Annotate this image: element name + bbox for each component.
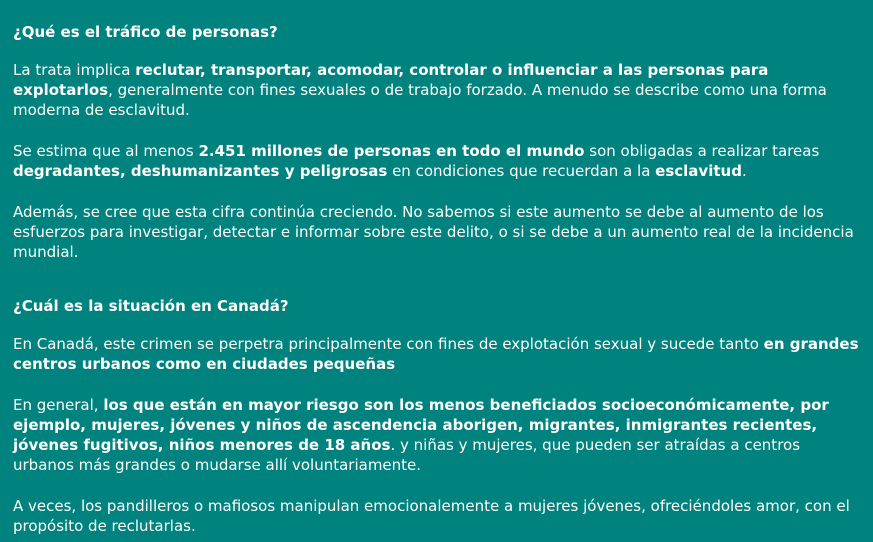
text-segment: . y niñas y mujeres, que pueden ser atraídas a centros urbanos más grandes o mudarse allí voluntariamente. — [13, 436, 801, 474]
text-segment: En general, — [13, 396, 104, 414]
bold-segment: en grandes centros urbanos como en ciudades pequeñas — [13, 335, 859, 373]
text-segment: Se estima que al menos — [13, 142, 199, 160]
text-segment: , generalmente con fines sexuales o de trabajo forzado. A menudo se describe como una forma moderna de esclavitud. — [13, 81, 827, 119]
text-segment: En Canadá, este crimen se perpetra principalmente con fines de explotación sexual y sucede tanto — [13, 335, 764, 353]
text-segment: son obligadas a realizar tareas — [584, 142, 820, 160]
bold-segment: 2.451 millones de personas en todo el mundo — [198, 142, 585, 160]
paragraph-definition — [13, 60, 861, 120]
paragraph-manipulation: A veces, los pandilleros o mafiosos manipulan emocionalemente a mujeres jóvenes, ofreciéndoles amor, con el propósito de reclutarlas. — [13, 497, 850, 535]
paragraph-canada — [13, 334, 861, 374]
text-segment: . — [741, 162, 747, 180]
paragraph-estimate — [13, 141, 861, 181]
bold-segment: los que están en mayor riesgo son los menos beneficiados socioeconómicamente, por ejemplo, mujeres, jóvenes y niños de ascendencia aborigen, migrantes, inmigrantes recientes, jóvenes fugitivos, niños menores de 18 años — [13, 396, 829, 454]
bold-segment: esclavitud — [655, 162, 742, 180]
text-segment: en condiciones que recuerdan a la — [387, 162, 656, 180]
paragraph-growth: Además, se cree que esta cifra continúa creciendo. No sabemos si este aumento se debe al aumento de los esfuerzos para investigar, detectar e informar sobre este delito, o si se debe a un aumento real de la incidencia mundial. — [13, 203, 854, 261]
paragraph-risk-groups — [13, 395, 861, 475]
bold-segment: reclutar, transportar, acomodar, controlar o influenciar a las personas para explotarlos — [13, 61, 769, 99]
section-heading-canada: ¿Cuál es la situación en Canadá? — [13, 297, 289, 315]
section-heading-trafficking: ¿Qué es el tráfico de personas? — [13, 23, 278, 41]
text-segment: La trata implica — [13, 61, 136, 79]
bold-segment: degradantes, deshumanizantes y peligrosas — [13, 162, 388, 180]
